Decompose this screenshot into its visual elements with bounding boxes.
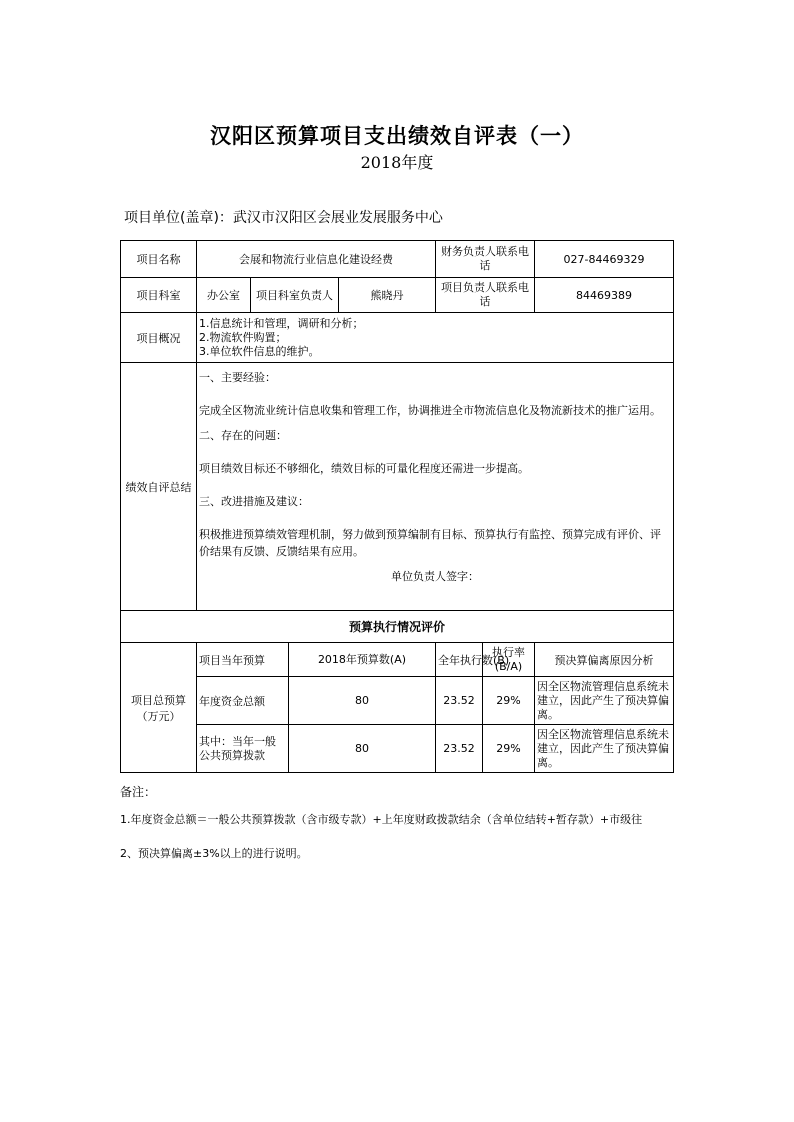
project-name-value: 会展和物流行业信息化建设经费	[197, 241, 436, 278]
row2-analysis: 因全区物流管理信息系统未建立，因此产生了预决算偏离。	[535, 725, 674, 773]
row1-rate: 29%	[483, 677, 535, 725]
budget-section-title: 预算执行情况评价	[121, 611, 674, 643]
evaluation-content	[197, 363, 674, 611]
overview-label: 项目概况	[121, 313, 197, 363]
header-analysis: 预决算偏离原因分析	[535, 643, 674, 677]
header-rate: 执行率(B/A)	[483, 643, 535, 677]
project-dept-value: 办公室	[197, 278, 251, 313]
header-budget-a: 2018年预算数(A)	[289, 643, 436, 677]
overview-line-3: 3.单位软件信息的维护。	[199, 344, 320, 358]
experience-text: 完成全区物流业统计信息收集和管理工作，协调推进全市物流信息化及物流新技术的推广运用。	[199, 404, 661, 417]
row2-rate: 29%	[483, 725, 535, 773]
dept-owner-value: 熊晓丹	[339, 278, 436, 313]
project-name-label: 项目名称	[121, 241, 197, 278]
row1-budget: 80	[289, 677, 436, 725]
dept-owner-label: 项目科室负责人	[251, 278, 339, 313]
row2-budget: 80	[289, 725, 436, 773]
project-dept-label: 项目科室	[121, 278, 197, 313]
notes-title: 备注：	[120, 785, 157, 799]
row2-item: 其中：当年一般公共预算拨款	[197, 725, 289, 773]
header-current-budget: 项目当年预算	[197, 643, 289, 677]
self-evaluation-table	[120, 240, 674, 773]
signature-line: 单位负责人签字：	[391, 570, 479, 583]
table-row	[121, 725, 674, 773]
overview-line-1: 1.信息统计和管理，调研和分析；	[199, 316, 364, 330]
table-row	[121, 677, 674, 725]
finance-contact-label: 财务负责人联系电话	[436, 241, 535, 278]
owner-contact-value: 84469389	[535, 278, 674, 313]
evaluation-label: 绩效自评总结	[121, 363, 197, 611]
note-1: 1.年度资金总额＝一般公共预算拨款（含市级专款）+上年度财政拨款结余（含单位结转+暂存款）+市级往	[120, 813, 643, 826]
project-unit: 项目单位(盖章)：武汉市汉阳区会展业发展服务中心	[124, 210, 443, 226]
row1-analysis: 因全区物流管理信息系统未建立，因此产生了预决算偏离。	[535, 677, 674, 725]
problems-heading: 二、存在的问题：	[199, 429, 287, 442]
header-executed-b: 全年执行数(B)	[436, 643, 483, 677]
row2-executed: 23.52	[436, 725, 483, 773]
page-year: 2018年度	[360, 153, 434, 172]
row1-item: 年度资金总额	[197, 677, 289, 725]
experience-heading: 一、主要经验：	[199, 371, 276, 384]
improvement-heading: 三、改进措施及建议：	[199, 495, 309, 508]
improvement-text: 积极推进预算绩效管理机制，努力做到预算编制有目标、预算执行有监控、预算完成有评价、评价结果有反馈、反馈结果有应用。	[199, 528, 661, 558]
overview-line-2: 2.物流软件购置；	[199, 330, 287, 344]
notes	[120, 783, 680, 861]
note-2: 2、预决算偏离±3%以上的进行说明。	[120, 847, 308, 860]
row1-executed: 23.52	[436, 677, 483, 725]
overview-content	[197, 313, 674, 363]
owner-contact-label: 项目负责人联系电话	[436, 278, 535, 313]
problems-text: 项目绩效目标还不够细化，绩效目标的可量化程度还需进一步提高。	[199, 462, 529, 475]
page-title: 汉阳区预算项目支出绩效自评表（一）	[210, 123, 584, 148]
finance-contact-value: 027-84469329	[535, 241, 674, 278]
budget-row-label: 项目总预算（万元）	[121, 643, 197, 773]
